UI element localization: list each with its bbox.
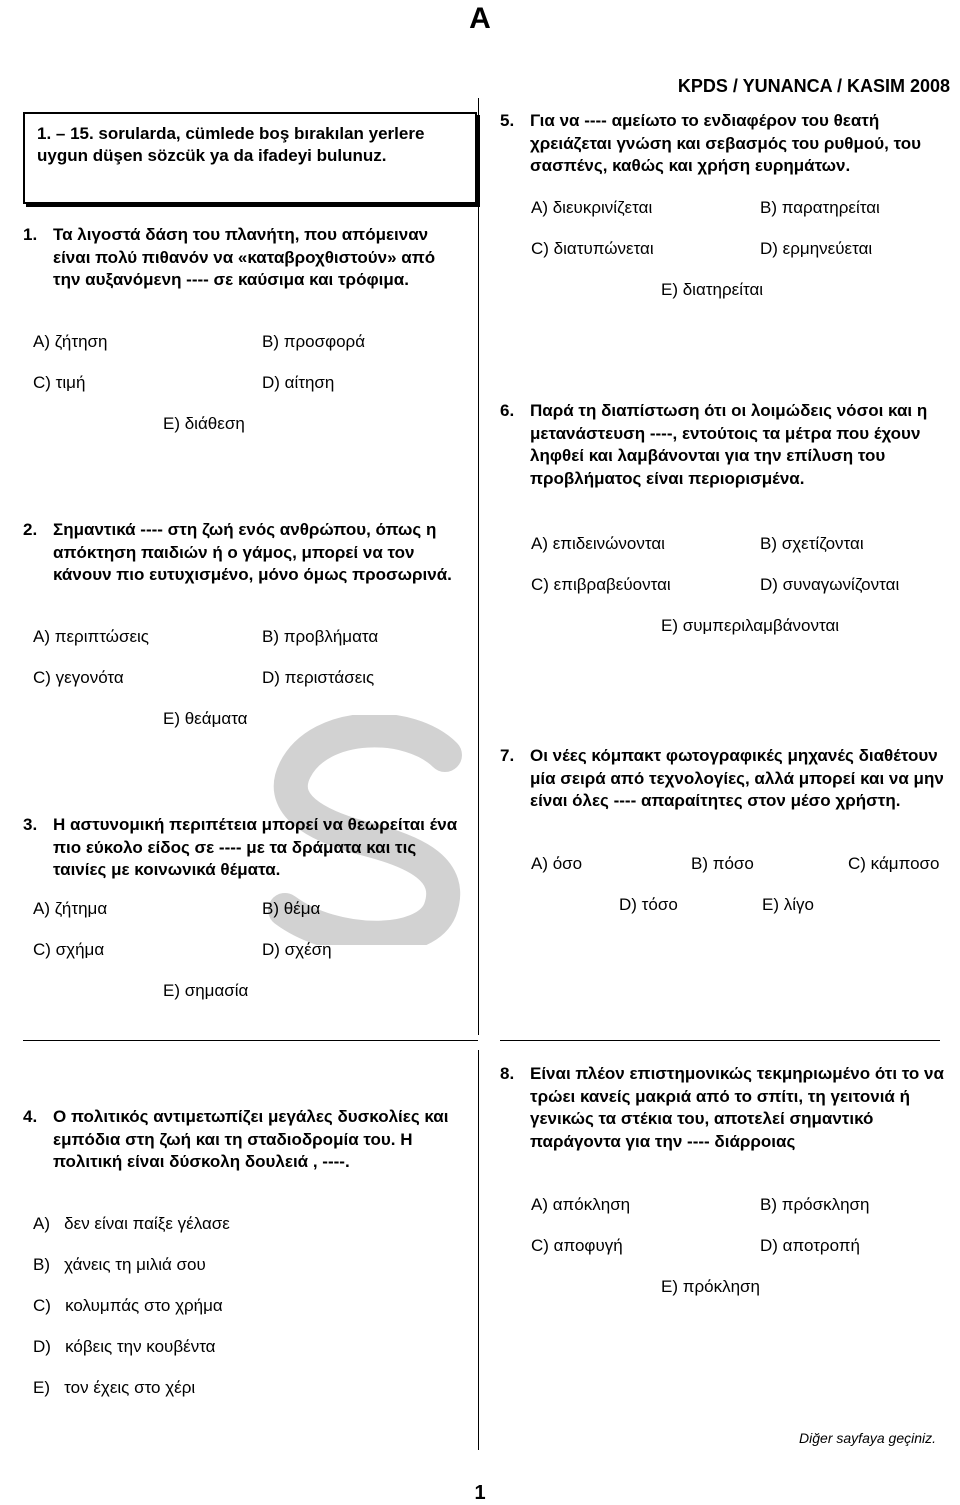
exam-header: KPDS / YUNANCA / KASIM 2008 bbox=[677, 76, 950, 96]
q7-option-c[interactable]: C) κάμποσο bbox=[848, 854, 940, 873]
question-number: 4. bbox=[23, 1107, 38, 1126]
question-7 bbox=[500, 745, 950, 813]
question-stem: Οι νέες κόμπακτ φωτογραφικές μηχανές διαθέτουν μία σειρά από τεχνολογίες, αλλά μπορεί και να μην είναι όλες ---- απαραίτητες στον μέσο χρήστη. bbox=[530, 746, 944, 810]
q5-option-c[interactable]: C) διατυπώνεται bbox=[531, 239, 654, 258]
q6-option-d[interactable]: D) συναγωνίζονται bbox=[760, 575, 900, 594]
q8-option-e[interactable]: E) πρόκληση bbox=[661, 1277, 760, 1296]
q6-option-c[interactable]: C) επιβραβεύονται bbox=[531, 575, 671, 594]
question-number: 2. bbox=[23, 520, 38, 539]
q2-option-a[interactable]: A) περιπτώσεις bbox=[33, 627, 149, 646]
q5-option-d[interactable]: D) ερμηνεύεται bbox=[760, 239, 873, 258]
question-1 bbox=[23, 224, 463, 292]
q1-option-b[interactable]: B) προσφορά bbox=[262, 332, 366, 351]
q5-option-b[interactable]: B) παρατηρείται bbox=[760, 198, 880, 217]
q5-option-a[interactable]: A) διευκρινίζεται bbox=[531, 198, 653, 217]
q3-option-c[interactable]: C) σχήμα bbox=[33, 940, 105, 959]
q8-option-b[interactable]: B) πρόσκληση bbox=[760, 1195, 870, 1214]
question-stem: Για να ---- αμείωτο το ενδιαφέρον του θεατή χρειάζεται γνώση και σεβασμός του ρυθμού, του σασπένς, καθώς και χρήση ευρημάτων. bbox=[530, 111, 922, 175]
q4-option-e[interactable]: E) τον έχεις στο χέρι bbox=[33, 1378, 196, 1397]
q7-option-b[interactable]: B) πόσο bbox=[691, 854, 754, 873]
section-divider-left bbox=[23, 1040, 478, 1041]
question-8 bbox=[500, 1063, 950, 1153]
question-stem: Είναι πλέον επιστημονικώς τεκμηριωμένο ότι το να τρώει κανείς μακριά από το σπίτι, τη γειτονιά ή γενικώς τα στέκια του, αποτελεί σημαντικό παράγοντα για την ---- διάρροιας bbox=[530, 1064, 944, 1151]
question-4 bbox=[23, 1106, 468, 1174]
q6-option-e[interactable]: E) συμπεριλαμβάνονται bbox=[661, 616, 840, 635]
question-number: 3. bbox=[23, 815, 38, 834]
q7-option-e[interactable]: E) λίγο bbox=[762, 895, 814, 914]
question-5 bbox=[500, 110, 950, 178]
q6-option-b[interactable]: B) σχετίζονται bbox=[760, 534, 864, 553]
instructions-box: 1. – 15. sorularda, cümlede boş bırakılan yerlere uygun düşen sözcük ya da ifadeyi bulunuz. bbox=[23, 112, 477, 204]
q2-option-b[interactable]: B) προβλήματα bbox=[262, 627, 379, 646]
q2-option-e[interactable]: E) θεάματα bbox=[163, 709, 248, 728]
question-number: 7. bbox=[500, 746, 515, 765]
q3-option-a[interactable]: A) ζήτημα bbox=[33, 899, 108, 918]
next-page-note: Diğer sayfaya geçiniz. bbox=[799, 1430, 936, 1446]
q4-option-d[interactable]: D) κόβεις την κουβέντα bbox=[33, 1337, 216, 1356]
question-stem: Ο πολιτικός αντιμετωπίζει μεγάλες δυσκολίες και εμπόδια στη ζωή και τη σταδιοδρομία του. Η πολιτική είναι δύσκολη δουλειά , ----. bbox=[53, 1107, 449, 1171]
q3-option-b[interactable]: B) θέμα bbox=[262, 899, 321, 918]
question-number: 5. bbox=[500, 111, 515, 130]
q1-option-c[interactable]: C) τιμή bbox=[33, 373, 86, 392]
question-3 bbox=[23, 814, 468, 882]
q1-option-d[interactable]: D) αίτηση bbox=[262, 373, 335, 392]
question-stem: Η αστυνομική περιπέτεια μπορεί να θεωρείται ένα πιο εύκολο είδος σε ---- με τα δράματα και τις ταινίες με κοινωνικά θέματα. bbox=[53, 815, 458, 879]
q4-option-a[interactable]: A) δεν είναι παίξε γέλασε bbox=[33, 1214, 230, 1233]
q4-option-b[interactable]: B) χάνεις τη μιλιά σου bbox=[33, 1255, 206, 1274]
booklet-letter: A bbox=[469, 2, 491, 35]
q2-option-d[interactable]: D) περιστάσεις bbox=[262, 668, 375, 687]
q1-option-a[interactable]: A) ζήτηση bbox=[33, 332, 108, 351]
q6-option-a[interactable]: A) επιδεινώνονται bbox=[531, 534, 665, 553]
page-number: 1 bbox=[474, 1482, 486, 1504]
column-divider-lower bbox=[478, 1050, 479, 1450]
q8-option-c[interactable]: C) αποφυγή bbox=[531, 1236, 623, 1255]
q3-option-e[interactable]: E) σημασία bbox=[163, 981, 249, 1000]
q8-option-d[interactable]: D) αποτροπή bbox=[760, 1236, 860, 1255]
question-number: 1. bbox=[23, 225, 38, 244]
q2-option-c[interactable]: C) γεγονότα bbox=[33, 668, 124, 687]
q1-option-e[interactable]: E) διάθεση bbox=[163, 414, 245, 433]
question-stem: Τα λιγοστά δάση του πλανήτη, που απόμειναν είναι πολύ πιθανόν να «καταβροχθιστούν» από την αυξανόμενη ---- σε καύσιμα και τρόφιμα. bbox=[53, 225, 436, 289]
question-stem: Παρά τη διαπίστωση ότι οι λοιμώδεις νόσοι και η μετανάστευση ----, εντούτοις τα μέτρα που έχουν ληφθεί και λαμβάνονται για την επίλυση του προβλήματος είναι περιορισμένα. bbox=[530, 401, 928, 488]
q7-option-d[interactable]: D) τόσο bbox=[619, 895, 678, 914]
section-divider-right bbox=[500, 1040, 940, 1041]
question-number: 8. bbox=[500, 1064, 515, 1083]
q3-option-d[interactable]: D) σχέση bbox=[262, 940, 332, 959]
q5-option-e[interactable]: E) διατηρείται bbox=[661, 280, 764, 299]
question-2 bbox=[23, 519, 463, 587]
question-6 bbox=[500, 400, 950, 490]
question-number: 6. bbox=[500, 401, 515, 420]
q4-option-c[interactable]: C) κολυμπάς στο χρήμα bbox=[33, 1296, 223, 1315]
q8-option-a[interactable]: A) απόκληση bbox=[531, 1195, 631, 1214]
q7-option-a[interactable]: A) όσο bbox=[531, 854, 583, 873]
question-stem: Σημαντικά ---- στη ζωή ενός ανθρώπου, όπως η απόκτηση παιδιών ή ο γάμος, μπορεί να τον κάνουν πιο ευτυχισμένο, μόνο όμως προσωρινά. bbox=[53, 520, 452, 584]
